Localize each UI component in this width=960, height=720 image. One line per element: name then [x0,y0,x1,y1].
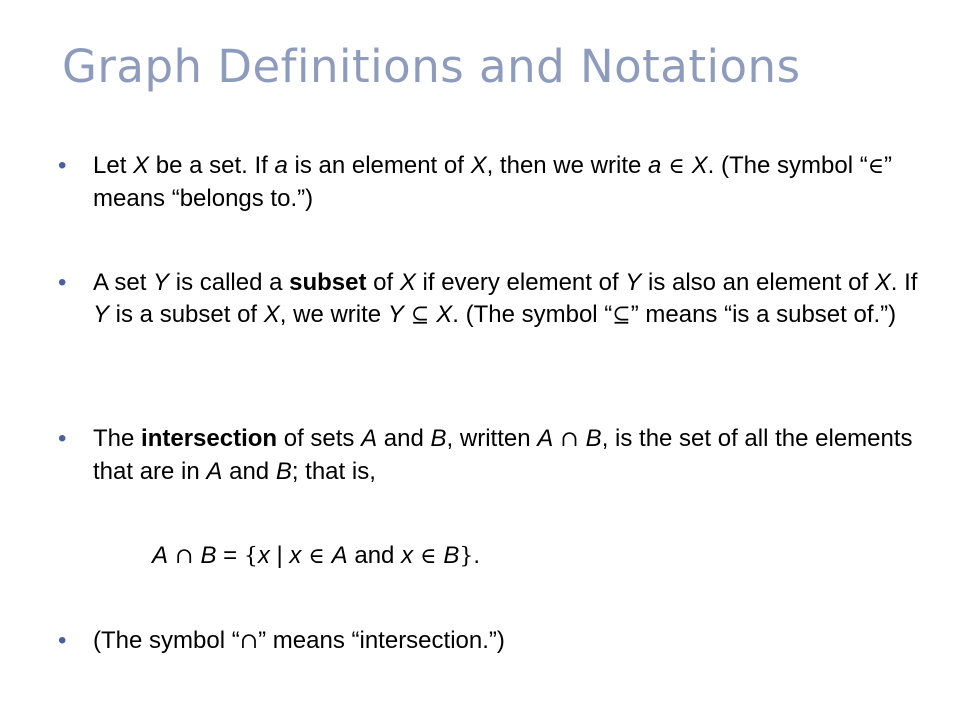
element-of-symbol: ∈ [661,154,692,179]
right-brace: } [459,544,474,569]
bullet-1-text: Let X be a set. If a is an element of X, then we write a ∈ X. (The symbol “∈” means “belongs to.”) [93,152,892,212]
intersection-symbol: ∩ [553,427,586,452]
bullet-marker: • [58,152,67,179]
bullet-marker: • [58,425,67,452]
subset-symbol: ⊆ [403,303,437,328]
bullet-2 [58,267,938,332]
element-of-symbol: ∈ [413,544,444,569]
bullet-1 [58,150,938,215]
bullet-2-text: A set Y is called a subset of X if every element of Y is also an element of X. If Y is a subset of X, we write Y ⊆ X. (The symbol “⊆” means “is a subset of.”) [93,269,918,328]
bullet-marker: • [58,269,67,296]
bullet-4 [58,625,938,658]
subset-symbol: ⊆ [612,303,631,328]
term-intersection: intersection [141,425,278,452]
bullet-3 [58,423,938,488]
bullet-4-text: (The symbol “∩” means “intersection.”) [93,627,505,654]
left-brace: { [243,544,258,569]
term-subset: subset [289,269,367,296]
intersection-symbol: ∩ [239,629,259,654]
intersection-formula: A ∩ B = {x | x ∈ A and x ∈ B}. [152,542,481,569]
slide-title: Graph Definitions and Notations [62,40,801,93]
element-of-symbol: ∈ [867,154,884,179]
intersection-symbol: ∩ [168,544,201,569]
bullet-3-text: The intersection of sets A and B, written A ∩ B, is the set of all the elements that are in A and B; that is, [93,425,913,485]
element-of-symbol: ∈ [301,544,332,569]
bullet-marker: • [58,627,67,654]
